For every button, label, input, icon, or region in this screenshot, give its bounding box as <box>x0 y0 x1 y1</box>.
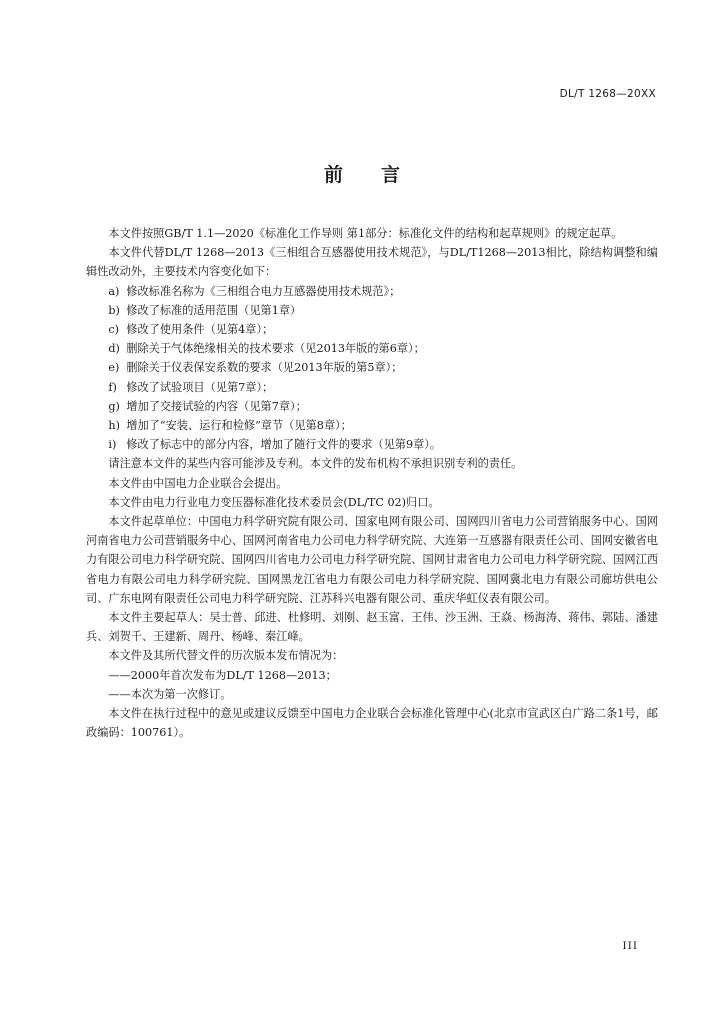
list-item-mark: f) <box>108 380 117 394</box>
paragraph-drafting-rules: 本文件按照GB/T 1.1—2020《标准化工作导则 第1部分：标准化文件的结构和起草规则》的规定起草。 <box>108 227 623 240</box>
document-code: DL/T 1268—20XX <box>559 88 656 100</box>
list-item <box>86 435 658 454</box>
list-item-mark: b) <box>108 303 120 317</box>
paragraph-history-first: ——2000年首次发布为DL/T 1268—2013； <box>108 668 337 682</box>
document-body <box>86 224 658 742</box>
list-item <box>86 416 658 435</box>
list-item-mark: d) <box>108 342 120 356</box>
page-number: III <box>622 940 638 952</box>
list-item-text: 删除关于仪表保安系数的要求（见2013年版的第5章）； <box>126 361 403 375</box>
list-item-mark: c) <box>108 323 120 337</box>
title-char-right: 言 <box>381 164 401 186</box>
list-item <box>86 358 658 377</box>
list-item-mark: i) <box>108 438 117 452</box>
page-title <box>0 160 724 187</box>
list-item <box>86 378 658 397</box>
change-list <box>86 282 658 455</box>
list-item-text: 修改了试验项目（见第7章）； <box>126 380 274 394</box>
title-char-left: 前 <box>323 164 343 186</box>
list-item-text: 修改了标准的适用范围（见第1章） <box>126 303 302 317</box>
paragraph-proposer: 本文件由中国电力企业联合会提出。 <box>108 476 288 490</box>
list-item <box>86 397 658 416</box>
paragraph-history-current: ——本次为第一次修订。 <box>108 687 232 701</box>
paragraph-replacement: 本文件代替DL/T 1268—2013《三相组合互感器使用技术规范》，与DL/T1268—2013相比，除结构调整和编辑性改动外，主要技术内容变化如下： <box>86 246 658 279</box>
list-item-text: 删除关于气体绝缘相关的技术要求（见2013年版的第6章）； <box>126 342 425 356</box>
list-item-mark: e) <box>108 361 120 375</box>
list-item <box>86 320 658 339</box>
list-item-mark: g) <box>108 399 120 413</box>
list-item <box>86 282 658 301</box>
paragraph-feedback: 本文件在执行过程中的意见或建议反馈至中国电力企业联合会标准化管理中心(北京市宣武区白广路二条1号，邮政编码：100761）。 <box>86 707 658 740</box>
paragraph-drafting-units: 本文件起草单位：中国电力科学研究院有限公司、国家电网有限公司、国网四川省电力公司营销服务中心、国网河南省电力公司营销服务中心、国网河南省电力公司电力科学研究院、大连第一互感器有限责任公司、国网安徽省电力有限公司电力科学研究院、国网四川省电力公司电力科学研究院、国网甘肃省电力公司电力科学研究院、国网江西省电力有限公司电力科学研究院、国网黑龙江省电力有限公司电力科学研究院、国网冀北电力有限公司廊坊供电公司、广东电网有限责任公司电力科学研究院、江苏科兴电器有限公司、重庆华虹仪表有限公司。 <box>86 515 658 605</box>
paragraph-committee: 本文件由电力行业电力变压器标准化技术委员会(DL/TC 02)归口。 <box>108 495 440 509</box>
paragraph-drafters: 本文件主要起草人：吴士普、邱进、杜修明、刘刚、赵玉富、王伟、沙玉洲、王焱、杨海涛、蒋伟、郭陆、潘建兵、刘贺千、王建新、周丹、杨峰、秦江峰。 <box>86 611 658 644</box>
list-item <box>86 339 658 358</box>
list-item-text: 增加了交接试验的内容（见第7章）； <box>126 399 307 413</box>
list-item-text: 修改标准名称为《三相组合电力互感器使用技术规范》； <box>126 284 401 298</box>
list-item-mark: a) <box>108 284 120 298</box>
list-item-mark: h) <box>108 419 120 433</box>
list-item-text: 修改了使用条件（见第4章）； <box>126 323 274 337</box>
list-item-text: 修改了标志中的部分内容，增加了随行文件的要求（见第9章）。 <box>126 438 442 452</box>
list-item-text: 增加了“安装、运行和检修”章节（见第8章）； <box>126 419 352 433</box>
paragraph-patent: 请注意本文件的某些内容可能涉及专利。本文件的发布机构不承担识别专利的责任。 <box>108 457 523 471</box>
paragraph-history-intro: 本文件及其所代替文件的历次版本发布情况为： <box>108 649 344 663</box>
list-item <box>86 301 658 320</box>
